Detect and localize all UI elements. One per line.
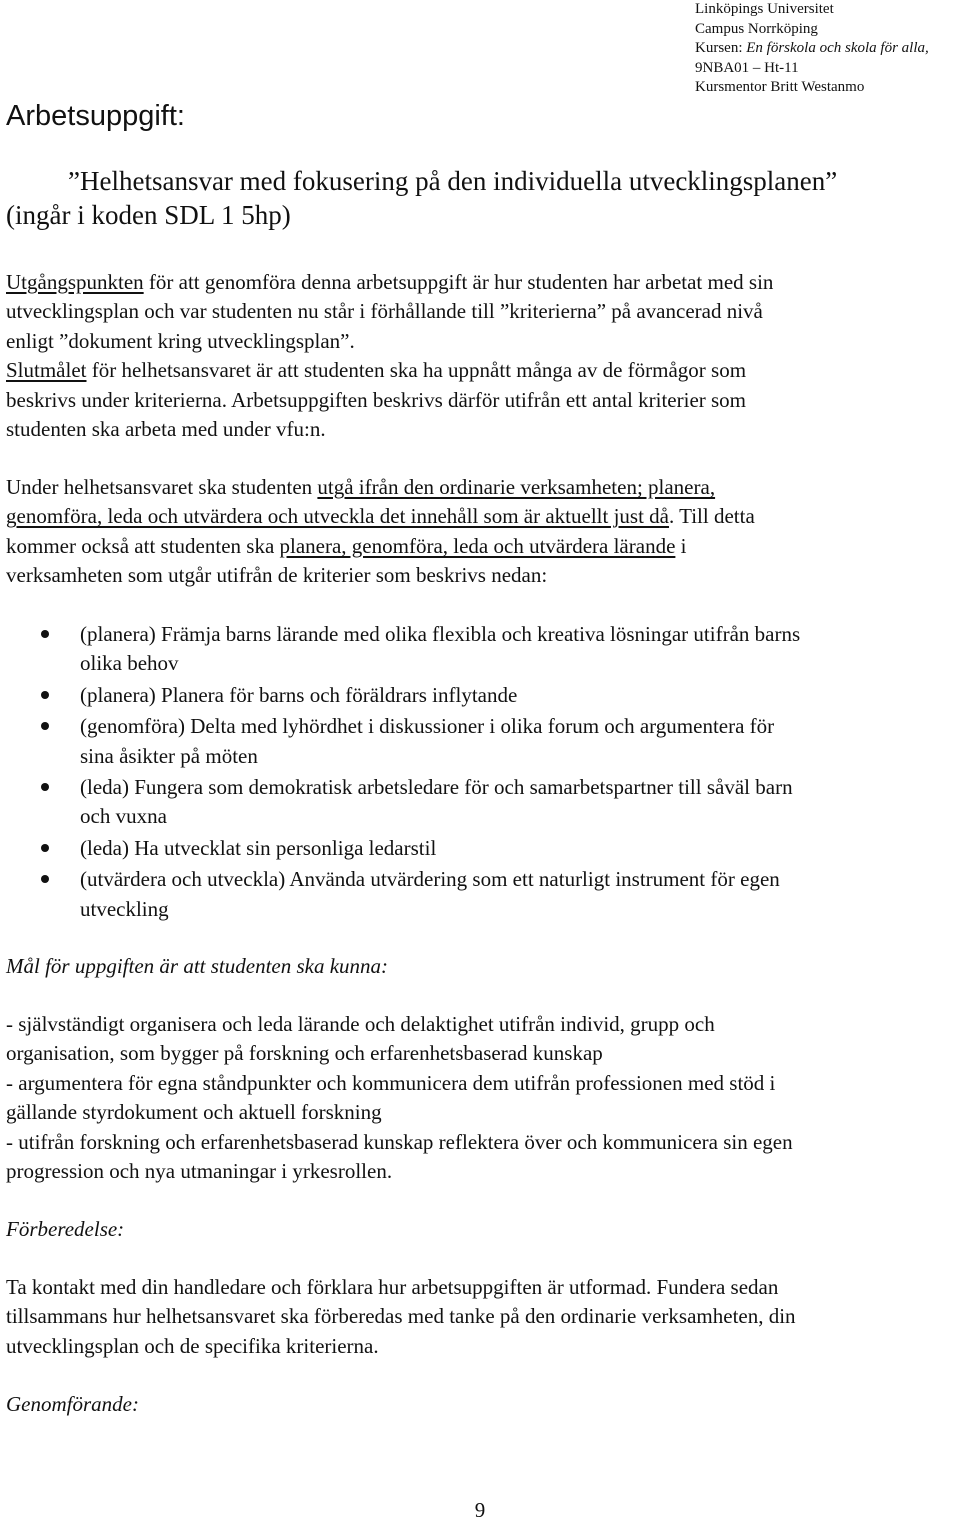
- list-item-line: och vuxna: [80, 804, 167, 829]
- paragraph-text: kommer också att studenten ska: [6, 533, 280, 558]
- intro-line: enligt ”dokument kring utvecklingsplan”.: [6, 328, 355, 353]
- header-course-name: En förskola och skola för alla,: [746, 40, 929, 56]
- paragraph-underlined: genomföra, leda och utvärdera och utveckla det innehåll som är aktuellt just då: [6, 504, 670, 529]
- list-item-line: utveckling: [80, 896, 169, 921]
- goals-list: [6, 1010, 956, 1186]
- header-course-code: 9NBA01 – Ht-11: [695, 59, 799, 76]
- paragraph-text: i: [675, 533, 687, 558]
- bullet-icon: [41, 844, 49, 852]
- bullet-icon: [41, 875, 49, 883]
- execution-heading: Genomförande:: [6, 1392, 139, 1416]
- paragraph-underlined: utgå ifrån den ordinarie verksamheten; planera,: [317, 475, 716, 499]
- paragraph-underlined: planera, genomföra, leda och utvärdera lärande: [279, 533, 676, 558]
- intro-line: beskrivs under kriterierna. Arbetsuppgiften beskrivs därför utifrån ett antal kriterier som: [6, 387, 747, 412]
- document-header: [695, 0, 929, 98]
- bullet-icon: [41, 783, 49, 791]
- header-university: Linköpings Universitet: [695, 1, 834, 17]
- paragraph-line: verksamheten som utgår utifrån de kriterier som beskrivs nedan:: [6, 563, 548, 588]
- list-item: [0, 712, 960, 771]
- intro-line: utvecklingsplan och var studenten nu står i förhållande till ”kriterierna” på avancerad nivå: [6, 299, 763, 324]
- goal-line: progression och nya utmaningar i yrkesrollen.: [6, 1159, 393, 1184]
- page-heading: Arbetsuppgift:: [6, 100, 185, 132]
- paragraph-line: [6, 502, 956, 531]
- page-number: 9: [474, 1498, 486, 1522]
- list-item-line: (utvärdera och utveckla) Använda utvärdering som ett naturligt instrument för egen: [80, 867, 780, 892]
- intro-underlined-term: Utgångspunkten: [6, 270, 144, 294]
- list-item: [0, 681, 960, 710]
- intro-text: för att genomföra denna arbetsuppgift är hur studenten har arbetat med sin: [143, 270, 774, 294]
- preparation-paragraph: [6, 1273, 960, 1361]
- intro-underlined-term: Slutmålet: [6, 358, 87, 383]
- preparation-line: tillsammans hur helhetsansvaret ska förberedas med tanke på den ordinarie verksamheten, din: [6, 1304, 796, 1329]
- bullet-icon: [41, 630, 49, 638]
- goal-line: organisation, som bygger på forskning och erfarenhetsbaserad kunskap: [6, 1041, 603, 1066]
- list-item-line: (leda) Fungera som demokratisk arbetsledare för och samarbetspartner till såväl barn: [80, 775, 793, 800]
- list-item-line: (planera) Planera för barns och föräldrars inflytande: [80, 682, 518, 707]
- list-item: [0, 620, 960, 679]
- header-course-prefix: Kursen:: [695, 40, 747, 56]
- preparation-line: utvecklingsplan och de specifika kriterierna.: [6, 1333, 379, 1358]
- bullet-icon: [41, 691, 49, 699]
- assignment-title: [6, 164, 946, 232]
- intro-line: studenten ska arbeta med under vfu:n.: [6, 417, 326, 442]
- preparation-heading: Förberedelse:: [6, 1217, 125, 1241]
- intro-text: för helhetsansvaret är att studenten ska ha uppnått många av de förmågor som: [86, 358, 747, 383]
- intro-paragraph: [6, 268, 906, 444]
- list-item-line: sina åsikter på möten: [80, 743, 258, 768]
- list-item: [0, 773, 960, 832]
- assignment-title-line2: (ingår i koden SDL 1 5hp): [6, 200, 291, 230]
- paragraph-line: [6, 473, 956, 502]
- goal-line: - argumentera för egna ståndpunkter och kommunicera dem utifrån professionen med stöd i: [6, 1070, 776, 1095]
- list-item: [0, 834, 960, 863]
- intro-line: [6, 356, 906, 385]
- list-item-line: (genomföra) Delta med lyhördhet i diskussioner i olika forum och argumentera för: [80, 714, 775, 739]
- list-item-line: olika behov: [80, 651, 179, 676]
- header-mentor: Kursmentor Britt Westanmo: [695, 79, 865, 95]
- intro-line: [6, 268, 906, 297]
- list-item-line: (planera) Främja barns lärande med olika flexibla och kreativa lösningar utifrån barns: [80, 622, 801, 646]
- header-campus: Campus Norrköping: [695, 20, 818, 37]
- paragraph-text: . Till detta: [669, 504, 755, 529]
- bullet-icon: [41, 722, 49, 730]
- paragraph-text: Under helhetsansvaret ska studenten: [6, 475, 318, 499]
- responsibility-paragraph: [6, 473, 956, 591]
- goal-line: gällande styrdokument och aktuell forskning: [6, 1100, 382, 1125]
- assignment-title-line1: ”Helhetsansvar med fokusering på den individuella utvecklingsplanen”: [68, 166, 838, 196]
- goal-line: - självständigt organisera och leda lärande och delaktighet utifrån individ, grupp och: [6, 1012, 715, 1036]
- list-item: [0, 865, 960, 924]
- goal-line: - utifrån forskning och erfarenhetsbaserad kunskap reflektera över och kommunicera sin egen: [6, 1129, 793, 1154]
- header-course: [695, 39, 929, 59]
- criteria-list: [0, 620, 960, 926]
- paragraph-line: [6, 532, 956, 561]
- goals-heading: Mål för uppgiften är att studenten ska kunna:: [6, 954, 389, 978]
- list-item-line: (leda) Ha utvecklat sin personliga ledarstil: [80, 835, 437, 860]
- preparation-line: Ta kontakt med din handledare och förklara hur arbetsuppgiften är utformad. Fundera sedan: [6, 1275, 779, 1299]
